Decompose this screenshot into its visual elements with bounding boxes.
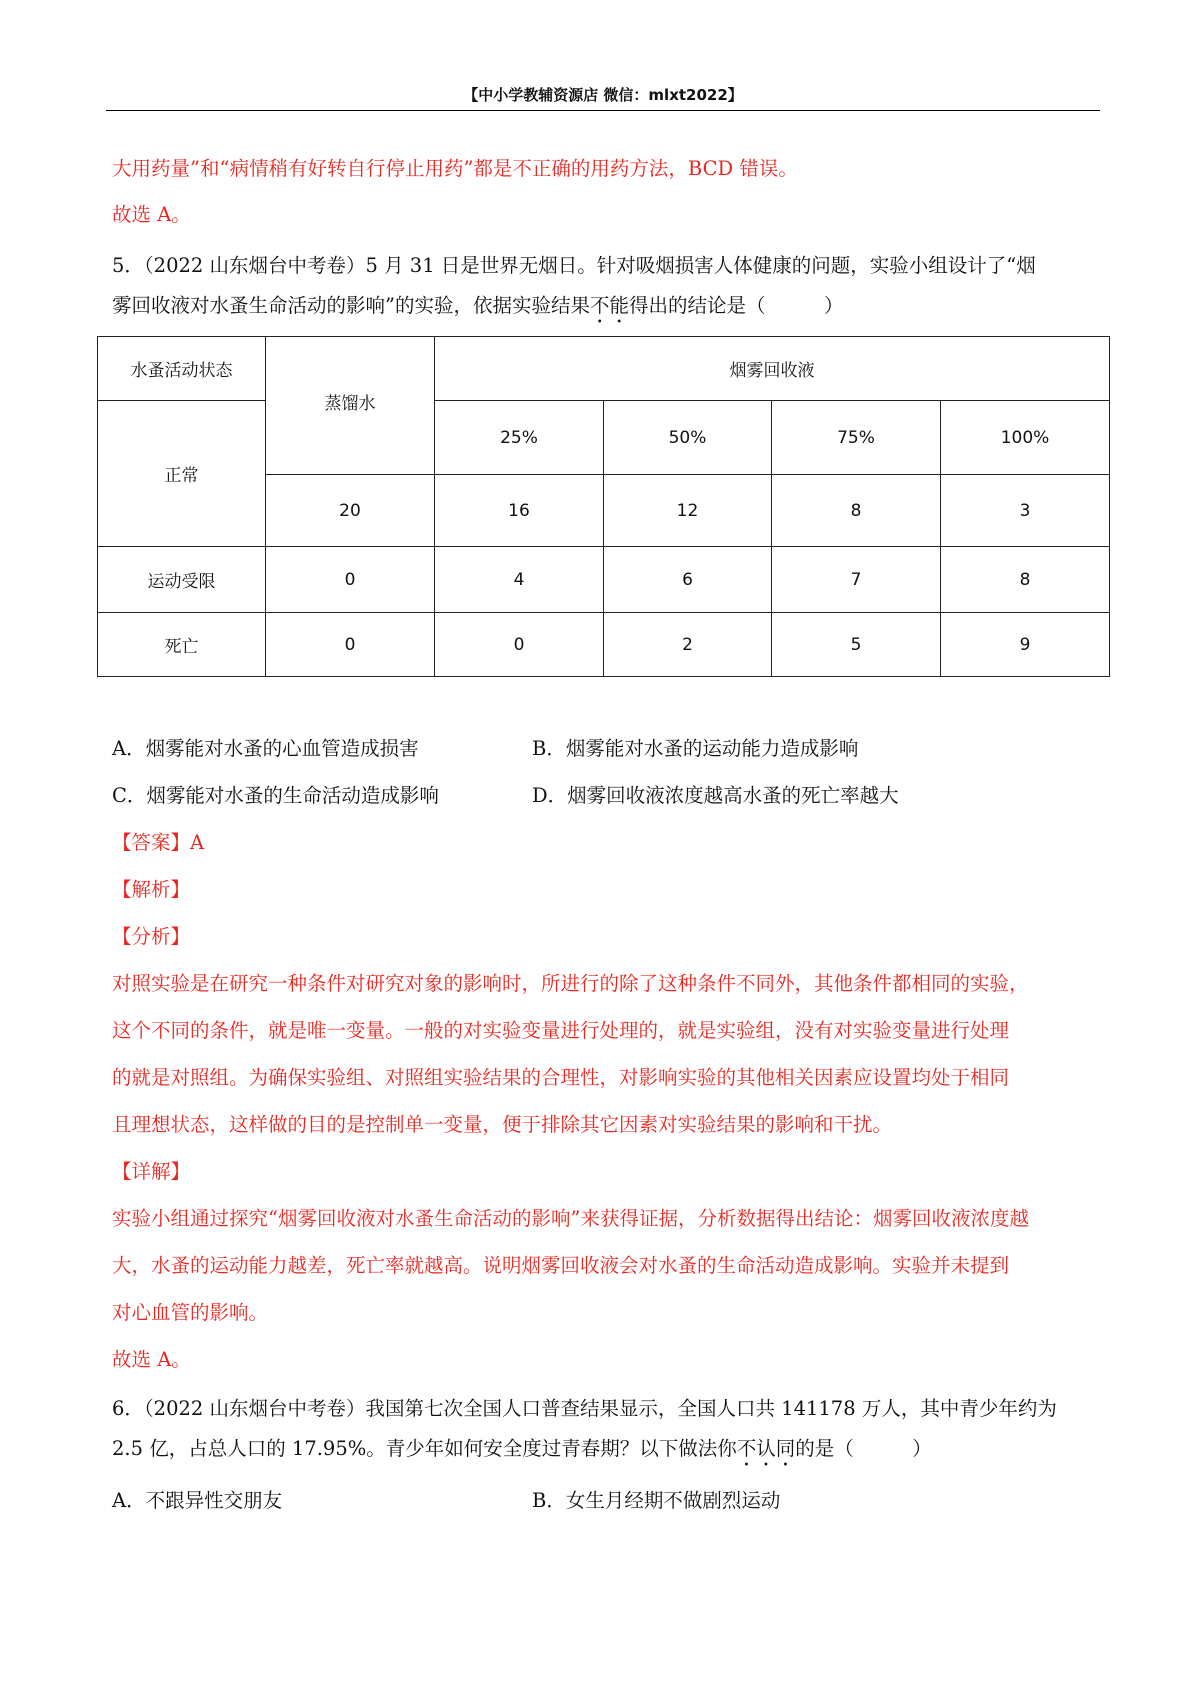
- experiment-table: [97, 336, 1110, 677]
- q6-emphasis: 不认同: [736, 1437, 796, 1460]
- q6-option-a: A．不跟异性交朋友: [112, 1489, 283, 1512]
- q5-analysis-line: 的就是对照组。为确保实验组、对照组实验结果的合理性，对影响实验的其他相关因素应设置均处于相同: [112, 1066, 1010, 1089]
- table-cell: 20: [266, 475, 435, 547]
- concentration-cell: 50%: [604, 401, 772, 475]
- table-cell: 3: [941, 475, 1110, 547]
- table-cell: 6: [604, 547, 772, 613]
- table-cell: 4: [435, 547, 604, 613]
- concentration-cell: 75%: [772, 401, 941, 475]
- header-rule: [106, 110, 1100, 111]
- table-cell: 8: [941, 547, 1110, 613]
- prev-conclusion: 故选 A。: [112, 203, 191, 226]
- q5-answer: 【答案】A: [112, 831, 205, 854]
- q5-detail-line: 对心血管的影响。: [112, 1301, 269, 1324]
- q5-option-c: C．烟雾能对水蚤的生命活动造成影响: [112, 784, 439, 807]
- row-label-normal: 正常: [98, 401, 266, 547]
- q5-option-a: A．烟雾能对水蚤的心血管造成损害: [112, 737, 419, 760]
- table-cell: 0: [266, 613, 435, 677]
- concentration-cell: 25%: [435, 401, 604, 475]
- q5-option-d: D．烟雾回收液浓度越高水蚤的死亡率越大: [532, 784, 899, 807]
- table-cell: 8: [772, 475, 941, 547]
- q5-emphasis: 不能: [589, 294, 629, 317]
- concentration-cell: 100%: [941, 401, 1110, 475]
- table-cell: 16: [435, 475, 604, 547]
- q5-stem-line2: 雾回收液对水蚤生命活动的影响”的实验，依据实验结果不能得出的结论是（ ）: [112, 294, 844, 317]
- q5-detail-line: 实验小组通过探究“烟雾回收液对水蚤生命活动的影响”来获得证据，分析数据得出结论：烟雾回收液浓度越: [112, 1207, 1029, 1230]
- q5-conclusion: 故选 A。: [112, 1348, 191, 1371]
- q5-analysis-line: 这个不同的条件，就是唯一变量。一般的对实验变量进行处理的，就是实验组，没有对实验变量进行处理: [112, 1019, 1010, 1042]
- q5-fenxi-label: 【分析】: [112, 925, 191, 948]
- q6-stem-line2: 2.5 亿，占总人口的 17.95%。青少年如何安全度过青春期？以下做法你不认同的是（ ）: [112, 1437, 932, 1460]
- q5-option-b: B．烟雾能对水蚤的运动能力造成影响: [532, 737, 859, 760]
- table-cell: 0: [266, 547, 435, 613]
- row-label-restricted: 运动受限: [98, 547, 266, 613]
- table-cell: 0: [435, 613, 604, 677]
- q5-detail-line: 大，水蚤的运动能力越差，死亡率就越高。说明烟雾回收液会对水蚤的生命活动造成影响。实验并未提到: [112, 1254, 1010, 1277]
- q5-analysis-line: 对照实验是在研究一种条件对研究对象的影响时，所进行的除了这种条件不同外，其他条件都相同的实验，: [112, 972, 1029, 995]
- q5-xiangjie-label: 【详解】: [112, 1160, 191, 1183]
- table-cell: 12: [604, 475, 772, 547]
- page-header: 【中小学教辅资源店 微信：mlxt2022】: [463, 86, 743, 104]
- table-cell: 9: [941, 613, 1110, 677]
- header-smoke: 烟雾回收液: [435, 337, 1110, 401]
- header-water: 蒸馏水: [266, 337, 435, 475]
- prev-explanation-line: 大用药量”和“病情稍有好转自行停止用药”都是不正确的用药方法，BCD 错误。: [112, 157, 798, 180]
- q6-stem-line1: 6．（2022 山东烟台中考卷）我国第七次全国人口普查结果显示，全国人口共 141178 万人，其中青少年约为: [112, 1397, 1057, 1420]
- q5-stem-line1: 5．（2022 山东烟台中考卷）5 月 31 日是世界无烟日。针对吸烟损害人体健康的问题，实验小组设计了“烟: [112, 254, 1036, 277]
- q6-option-b: B．女生月经期不做剧烈运动: [532, 1489, 781, 1512]
- table-cell: 7: [772, 547, 941, 613]
- table-cell: 2: [604, 613, 772, 677]
- row-label-death: 死亡: [98, 613, 266, 677]
- header-state: 水蚤活动状态: [98, 337, 266, 401]
- q5-jiexi-label: 【解析】: [112, 878, 191, 901]
- q5-analysis-line: 且理想状态，这样做的目的是控制单一变量，便于排除其它因素对实验结果的影响和干扰。: [112, 1113, 893, 1136]
- table-cell: 5: [772, 613, 941, 677]
